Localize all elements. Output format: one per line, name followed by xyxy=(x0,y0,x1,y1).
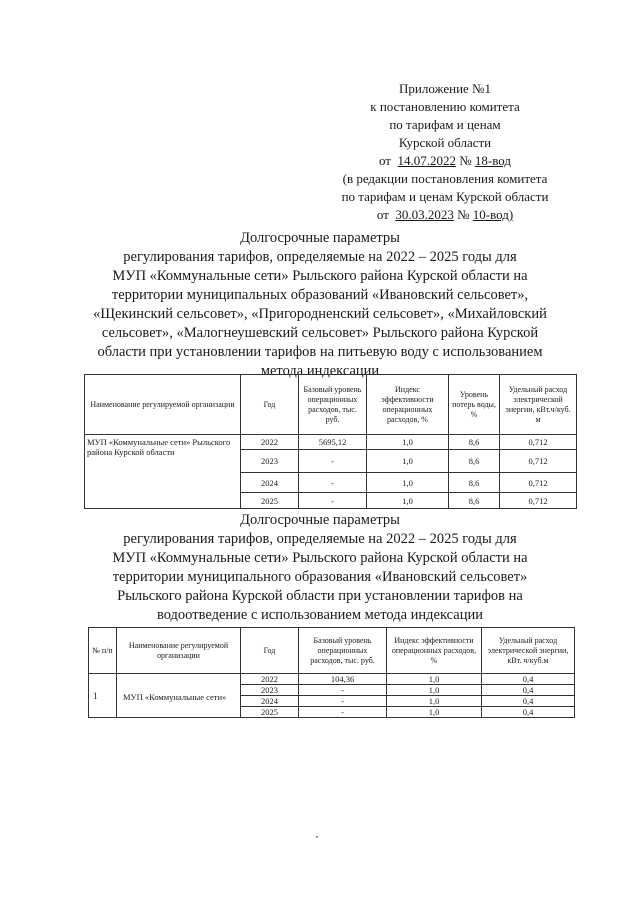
efficiency-index-cell: 1,0 xyxy=(387,696,482,707)
year-cell: 2023 xyxy=(241,450,299,473)
energy-cell: 0,4 xyxy=(482,685,575,696)
efficiency-index-cell: 1,0 xyxy=(367,450,449,473)
number-sign: № xyxy=(457,207,470,222)
efficiency-index-cell: 1,0 xyxy=(367,473,449,493)
column-header: Наименование регулируемой организации xyxy=(117,628,241,674)
appendix-date-line xyxy=(320,152,570,170)
year-cell: 2024 xyxy=(241,696,299,707)
base-cost-cell: - xyxy=(299,696,387,707)
appendix-line: по тарифам и ценам xyxy=(389,117,501,132)
from-prefix: от xyxy=(378,153,391,168)
base-cost-cell: 104,36 xyxy=(299,674,387,685)
organization-cell: МУП «Коммунальные сети» xyxy=(117,674,241,718)
column-header: Год xyxy=(241,375,299,435)
section1-heading xyxy=(60,229,580,381)
heading-line: метода индексации xyxy=(260,363,380,379)
appendix-line: Курской области xyxy=(398,135,492,150)
heading-line: Долгосрочные параметры xyxy=(240,230,400,246)
water-loss-cell: 8,6 xyxy=(449,473,500,493)
heading-line: Рыльского района Курской области при установлении тарифов на xyxy=(117,588,523,604)
heading-line: МУП «Коммунальные сети» Рыльского района Курской области на xyxy=(112,268,528,284)
energy-cell: 0,712 xyxy=(500,435,577,450)
energy-cell: 0,4 xyxy=(482,707,575,718)
column-header: № п/п xyxy=(89,628,117,674)
year-cell: 2022 xyxy=(241,674,299,685)
base-cost-cell: - xyxy=(299,685,387,696)
heading-line: «Щекинский сельсовет», «Пригородненский сельсовет», «Михайловский xyxy=(93,306,547,322)
wastewater-tariff-table xyxy=(88,627,575,718)
table-header-row xyxy=(85,375,577,435)
year-cell: 2022 xyxy=(241,435,299,450)
heading-line: территории муниципального образования «Ивановский сельсовет» xyxy=(112,569,528,585)
appendix-header xyxy=(320,80,570,224)
heading-line: водоотведение с использованием метода индексации xyxy=(156,607,484,623)
energy-cell: 0,712 xyxy=(500,493,577,509)
year-cell: 2025 xyxy=(241,493,299,509)
base-cost-cell: - xyxy=(299,707,387,718)
column-header: Год xyxy=(241,628,299,674)
energy-cell: 0,712 xyxy=(500,450,577,473)
base-cost-cell: - xyxy=(299,473,367,493)
heading-line: МУП «Коммунальные сети» Рыльского района Курской области на xyxy=(112,550,528,566)
appendix-line: (в редакции постановления комитета xyxy=(342,171,548,186)
table-row xyxy=(89,674,575,685)
water-tariff-table xyxy=(84,374,577,509)
water-loss-cell: 8,6 xyxy=(449,435,500,450)
row-number-cell: 1 xyxy=(89,674,117,718)
year-cell: 2023 xyxy=(241,685,299,696)
amendment-number: 10-вод) xyxy=(472,207,514,222)
energy-cell: 0,4 xyxy=(482,696,575,707)
number-sign: № xyxy=(459,153,472,168)
organization-cell: МУП «Коммунальные сети» Рыльского района Курской области xyxy=(85,435,241,509)
resolution-number: 18-вод xyxy=(474,153,512,168)
column-header: Индекс эффективности операционных расходов, % xyxy=(387,628,482,674)
column-header: Уровень потерь воды, % xyxy=(449,375,500,435)
heading-line: регулирования тарифов, определяемые на 2022 – 2025 годы для xyxy=(123,531,517,547)
efficiency-index-cell: 1,0 xyxy=(367,435,449,450)
heading-line: сельсовет», «Малогнеушевский сельсовет» Рыльского района Курской xyxy=(101,325,539,341)
column-header: Индекс эффективности операционных расходов, % xyxy=(367,375,449,435)
appendix-line: к постановлению комитета xyxy=(370,99,520,114)
heading-line: регулирования тарифов, определяемые на 2022 – 2025 годы для xyxy=(123,249,517,265)
energy-cell: 0,712 xyxy=(500,473,577,493)
amendment-date: 30.03.2023 xyxy=(395,207,454,222)
appendix-amend-date-line xyxy=(320,206,570,224)
water-loss-cell: 8,6 xyxy=(449,450,500,473)
base-cost-cell: - xyxy=(299,450,367,473)
table-header-row xyxy=(89,628,575,674)
year-cell: 2024 xyxy=(241,473,299,493)
efficiency-index-cell: 1,0 xyxy=(387,685,482,696)
efficiency-index-cell: 1,0 xyxy=(367,493,449,509)
column-header: Удельный расход электрической энергии, кВт.ч/куб. м xyxy=(500,375,577,435)
table-row xyxy=(85,435,577,450)
column-header: Базовый уровень операционных расходов, тыс. руб. xyxy=(299,628,387,674)
section2-heading xyxy=(60,511,580,625)
appendix-line: по тарифам и ценам Курской области xyxy=(341,189,549,204)
water-loss-cell: 8,6 xyxy=(449,493,500,509)
efficiency-index-cell: 1,0 xyxy=(387,707,482,718)
column-header: Удельный расход электрической энергии, кВт. ч/куб.м xyxy=(482,628,575,674)
efficiency-index-cell: 1,0 xyxy=(387,674,482,685)
heading-line: Долгосрочные параметры xyxy=(240,512,400,528)
base-cost-cell: - xyxy=(299,493,367,509)
energy-cell: 0,4 xyxy=(482,674,575,685)
year-cell: 2025 xyxy=(241,707,299,718)
appendix-line: Приложение №1 xyxy=(399,81,491,96)
column-header: Наименование регулируемой организации xyxy=(85,375,241,435)
resolution-date: 14.07.2022 xyxy=(397,153,456,168)
heading-line: области при установлении тарифов на питьевую воду с использованием xyxy=(97,344,543,360)
heading-line: территории муниципальных образований «Ивановский сельсовет», xyxy=(111,287,529,303)
base-cost-cell: 5695,12 xyxy=(299,435,367,450)
scan-speck xyxy=(316,836,318,838)
from-prefix: от xyxy=(376,207,389,222)
column-header: Базовый уровень операционных расходов, тыс. руб. xyxy=(299,375,367,435)
